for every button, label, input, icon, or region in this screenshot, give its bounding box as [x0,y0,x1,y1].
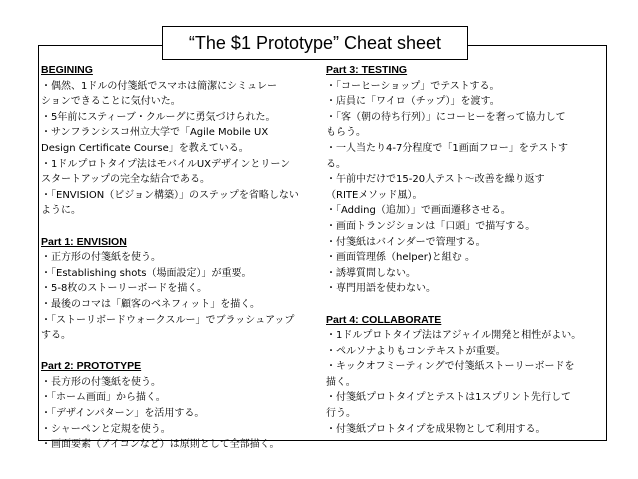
bullet-line: ・午前中だけで15-20人テスト～改善を繰り返す [326,174,545,186]
bullet-line: ・「客（朝の待ち行列）」にコーヒーを奢って協力して [326,111,566,123]
bullet-line: ・シャーペンと定規を使う。 [41,423,171,435]
bullet-line: Design Certificate Course」を教えている。 [41,142,249,154]
bullet-line: ・店員に「ワイロ（チップ）」を渡す。 [326,96,500,108]
bullet-line: もらう。 [326,127,366,139]
bullet-line: ・5-8枚のストーリーボードを描く。 [41,283,208,295]
bullet-line: ・正方形の付箋紙を使う。 [41,252,161,264]
right-column [326,63,607,453]
bullet-line: ・キックオフミーティングで付箋紙ストーリーボードを [326,361,575,373]
section [41,359,306,453]
page-title-text: “The $1 Prototype” Cheat sheet [188,32,442,53]
bullet-line: ・「Establishing shots（場面設定）」が重要。 [41,267,252,279]
bullet-line: ・「Adding（追加）」で画面遷移させる。 [326,205,511,217]
bullet-line: ・画面管理係（helper)と組む 。 [326,252,475,264]
bullet-line: ・専門用語を使わない。 [326,283,436,295]
bullet-line: ・誘導質問しない。 [326,267,416,279]
bullet-line: ・「ENVISION（ビジョン構築）」のステップを省略しない [41,189,299,201]
section-heading: Part 1: ENVISION [41,235,127,248]
bullet-line: ・偶然、1ドルの付箋紙でスマホは簡潔にシミュレー [41,80,277,92]
section-heading: Part 3: TESTING [326,64,408,76]
bullet-line: ションできることに気付いた。 [41,96,181,108]
bullet-line: る。 [326,158,346,170]
bullet-line: する。 [41,330,71,342]
bullet-line: ・付箋紙プロトタイプとテストは1スプリント先行して [326,392,572,404]
bullet-line: ように。 [41,205,81,217]
section-heading: BEGINING [41,64,93,76]
bullet-line: （RITEメソッド風）。 [326,189,423,201]
bullet-line: ・付箋紙はバインダーで管理する。 [326,236,486,248]
bullet-line: ・ペルソナよりもコンテキストが重要。 [326,345,506,357]
section-heading: Part 4: COLLABORATE [326,313,442,326]
bullet-line: ・「コーヒーショップ」でテストする。 [326,80,500,92]
section [41,63,306,219]
section [326,63,607,297]
bullet-line: ・付箋紙プロトタイプを成果物として利用する。 [326,423,546,435]
bullet-line: ・「ストーリボードウォークスルー」でブラッシュアップ [41,314,295,326]
page-title [162,26,468,60]
bullet-line: ・1ドルプロトタイプ法はアジャイル開発と相性がよい。 [326,330,582,342]
bullet-line: ・サンフランシスコ州立大学で「Agile Mobile UX [41,127,269,139]
bullet-line: ・長方形の付箋紙を使う。 [41,376,161,388]
section-heading: Part 2: PROTOTYPE [41,360,142,373]
bullet-line: ・最後のコマは「顧客のベネフィット」を描く。 [41,298,260,310]
bullet-line: ・「ホーム画面」から描く。 [41,392,166,404]
bullet-line: ・一人当たり4-7分程度で「1画面フロー」をテストす [326,142,568,154]
bullet-line: ・1ドルプロトタイプ法はモバイルUXデザインとリーン [41,158,291,170]
bullet-line: スタートアップの完全な結合である。 [41,174,210,186]
bullet-line: ・画面トランジションは「口頭」で描写する。 [326,220,536,232]
bullet-line: ・「デザインパターン」を活用する。 [41,408,205,420]
bullet-line: 行う。 [326,408,356,420]
bullet-line: 描く。 [326,376,356,388]
bullet-line: ・5年前にスティーブ・クルーグに勇気づけられた。 [41,111,276,123]
bullet-line: ・画面要素（アイコンなど）は原則として全部描く。 [41,439,280,451]
left-column [41,63,306,468]
section [326,313,607,438]
section [41,235,306,344]
